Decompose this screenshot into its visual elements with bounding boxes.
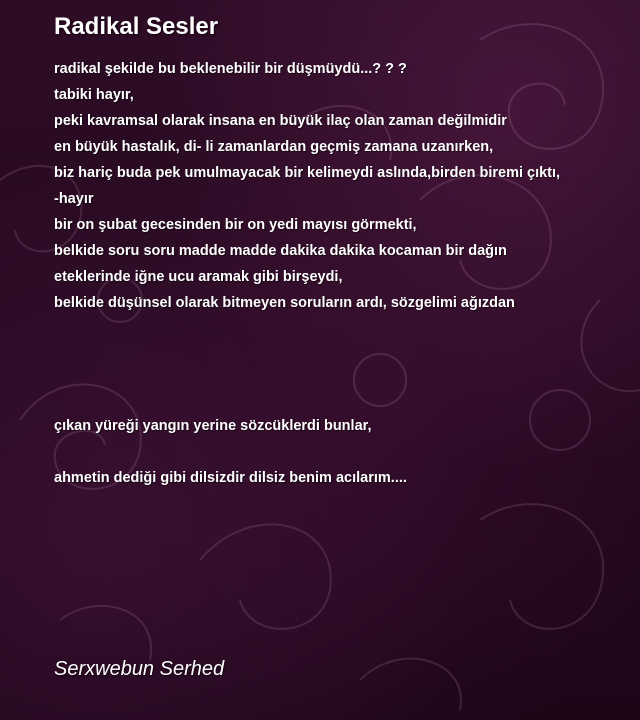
poem-line: belkide soru soru madde madde dakika dakika kocaman bir dağın bbox=[54, 243, 507, 259]
poem-line: ahmetin dediği gibi dilsizdir dilsiz benim acılarım.... bbox=[54, 470, 407, 486]
poem-line: biz hariç buda pek umulmayacak bir kelimeydi aslında,birden biremi çıktı, bbox=[54, 165, 561, 181]
poem-line: tabiki hayır, bbox=[54, 87, 134, 103]
poem-line: -hayır bbox=[54, 191, 94, 207]
poem-line: en büyük hastalık, di- li zamanlardan geçmiş zamana uzanırken, bbox=[54, 139, 494, 155]
poem-line: radikal şekilde bu beklenebilir bir düşmüydü...? ? ? bbox=[54, 61, 407, 77]
poem-line: bir on şubat gecesinden bir on yedi mayısı görmekti, bbox=[54, 217, 417, 233]
poem-stanza-1 bbox=[54, 56, 624, 316]
poem-author: Serxwebun Serhed bbox=[54, 658, 225, 680]
poem-line bbox=[54, 439, 624, 465]
poem-line: belkide düşünsel olarak bitmeyen soruların ardı, sözgelimi ağızdan bbox=[54, 295, 515, 311]
poem-container bbox=[54, 12, 624, 491]
poem-line: peki kavramsal olarak insana en büyük ilaç olan zaman değilmidir bbox=[54, 113, 507, 129]
poem-line: çıkan yüreği yangın yerine sözcüklerdi bunlar, bbox=[54, 418, 372, 434]
poem-line: eteklerinde iğne ucu aramak gibi birşeydi, bbox=[54, 269, 343, 285]
poem-title: Radikal Sesler bbox=[54, 13, 219, 40]
poem-stanza-2 bbox=[54, 413, 624, 491]
